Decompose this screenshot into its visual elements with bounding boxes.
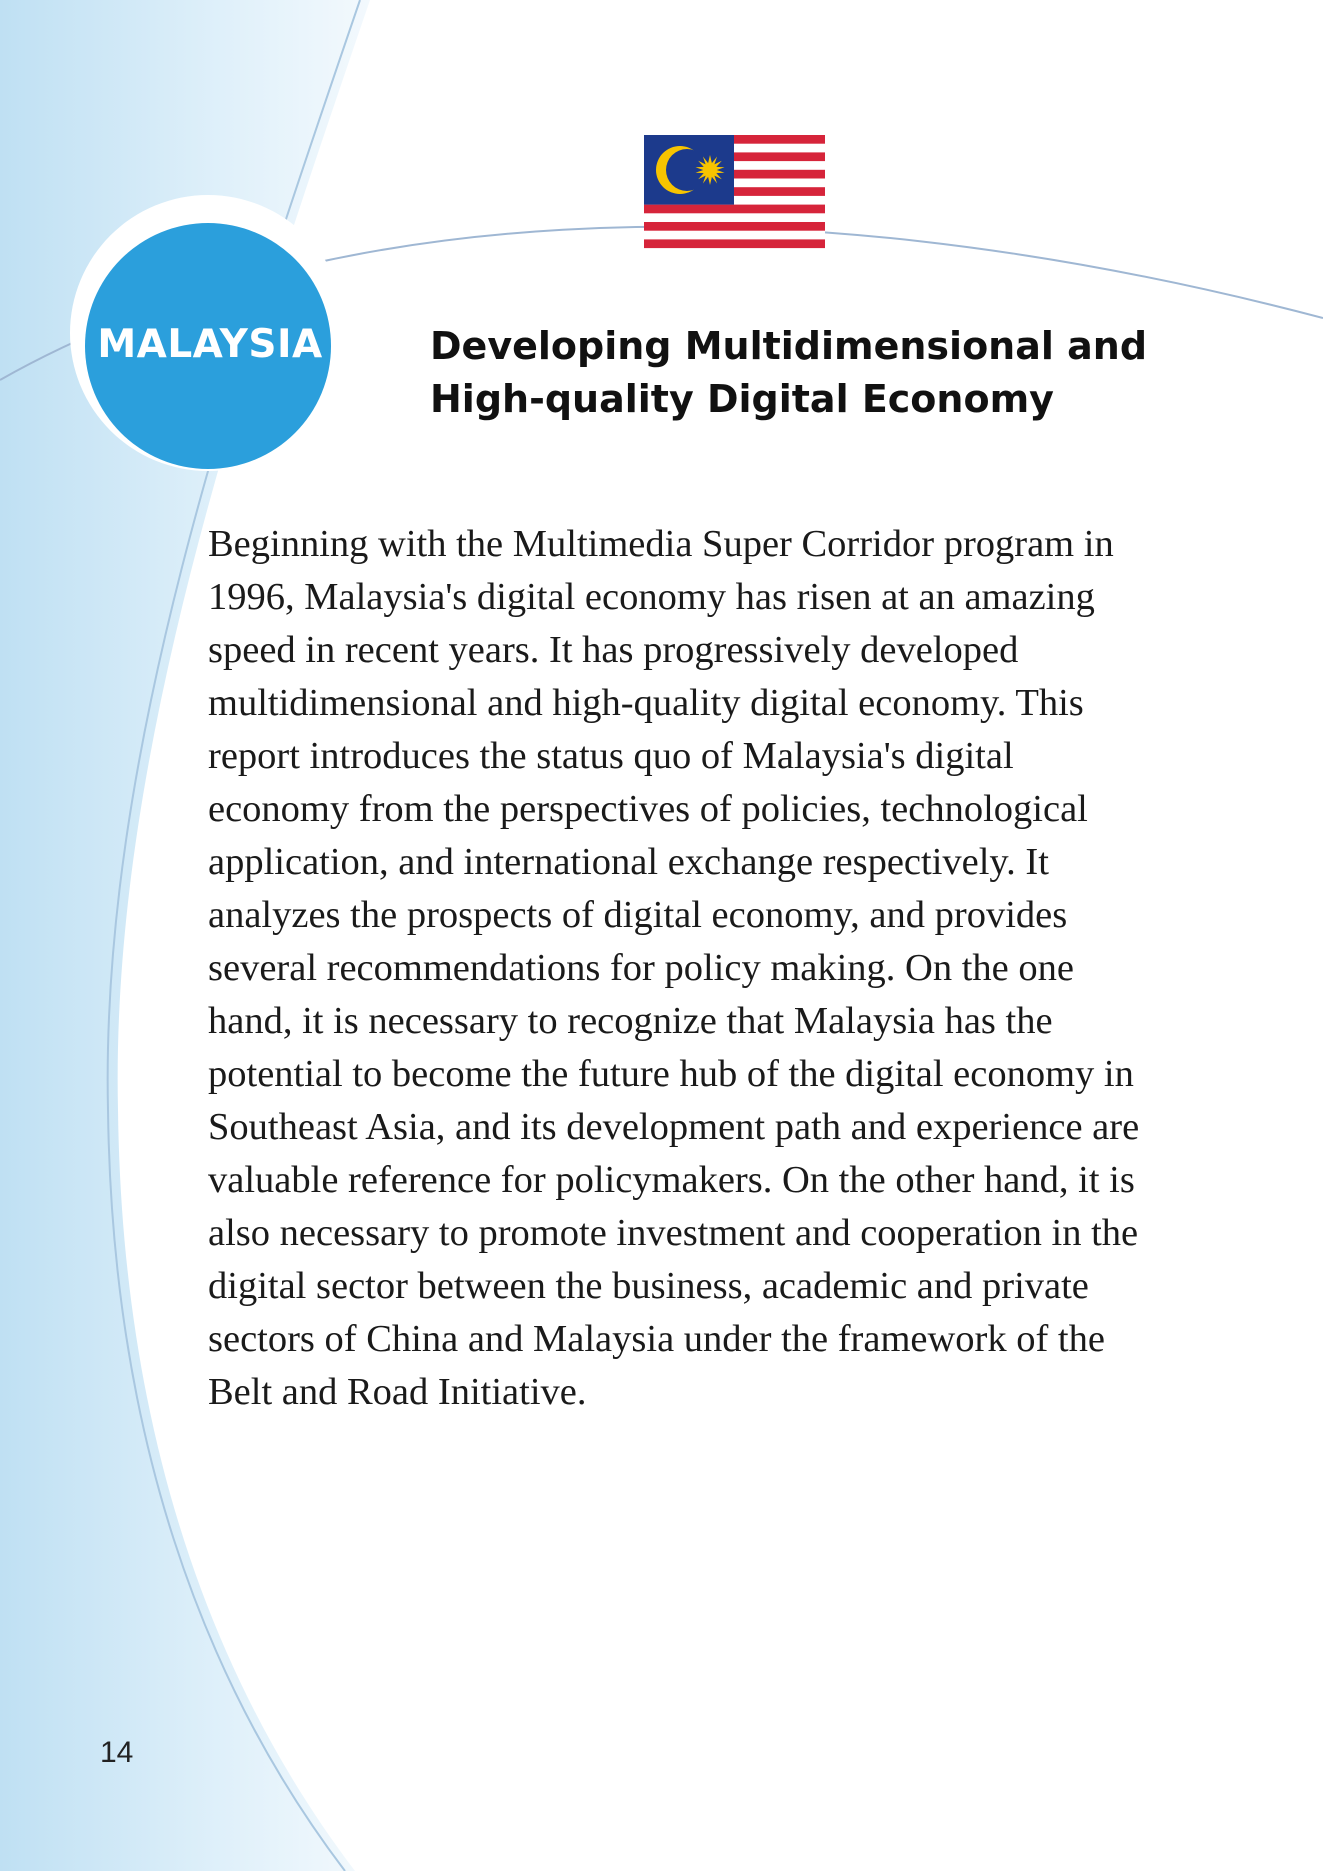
body-line: report introduces the status quo of Malaysia's digital xyxy=(208,735,1014,777)
body-line: Southeast Asia, and its development path and experience are xyxy=(208,1106,1140,1148)
body-line: speed in recent years. It has progressively developed xyxy=(208,629,1019,671)
body-paragraph xyxy=(208,518,1228,1419)
body-line: application, and international exchange respectively. It xyxy=(208,841,1049,883)
body-line: economy from the perspectives of policies, technological xyxy=(208,788,1088,830)
body-line: digital sector between the business, academic and private xyxy=(208,1265,1089,1307)
body-line: Beginning with the Multimedia Super Corridor program in xyxy=(208,523,1114,565)
body-line: analyzes the prospects of digital economy, and provides xyxy=(208,894,1068,936)
body-line: 1996, Malaysia's digital economy has risen at an amazing xyxy=(208,576,1095,618)
title-line: High-quality Digital Economy xyxy=(430,377,1054,421)
page-number: 14 xyxy=(100,1736,134,1769)
page-title xyxy=(430,320,1250,426)
country-label: MALAYSIA xyxy=(97,321,323,367)
body-line: hand, it is necessary to recognize that Malaysia has the xyxy=(208,1000,1053,1042)
body-line: sectors of China and Malaysia under the framework of the xyxy=(208,1318,1105,1360)
title-line: Developing Multidimensional and xyxy=(430,324,1148,368)
body-line: potential to become the future hub of the digital economy in xyxy=(208,1053,1134,1095)
body-line: Belt and Road Initiative. xyxy=(208,1371,587,1413)
body-line: multidimensional and high-quality digital economy. This xyxy=(208,682,1084,724)
body-line: several recommendations for policy making. On the one xyxy=(208,947,1074,989)
body-line: also necessary to promote investment and cooperation in the xyxy=(208,1212,1139,1254)
body-line: valuable reference for policymakers. On the other hand, it is xyxy=(208,1159,1135,1201)
malaysia-flag-icon xyxy=(644,135,825,262)
country-badge xyxy=(75,219,345,469)
